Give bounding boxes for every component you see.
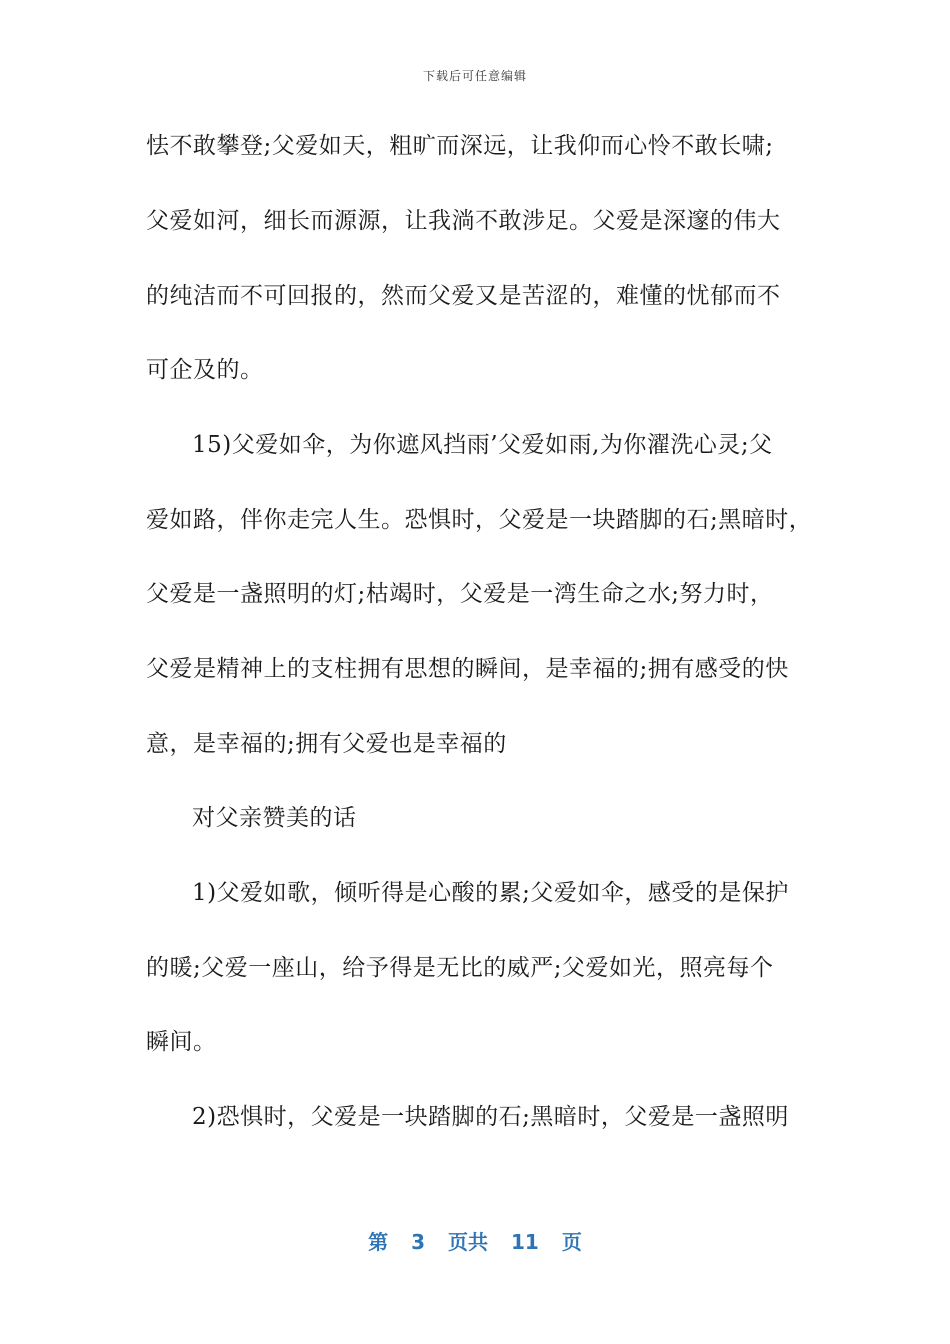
total-pages-number: 11: [511, 1230, 539, 1254]
body-line: 可企及的。: [146, 357, 264, 383]
body-line: 爱如路，伴你走完人生。恐惧时，父爱是一块踏脚的石;黑暗时，: [146, 507, 813, 533]
page-label-prefix: 第: [368, 1230, 389, 1254]
body-line: 意，是幸福的;拥有父爱也是幸福的: [146, 731, 507, 757]
body-line: 的纯洁而不可回报的，然而父爱又是苦涩的，难懂的忧郁而不: [146, 283, 781, 309]
paragraph-start-line: 1)父爱如歌，倾听得是心酸的累;父爱如伞，感受的是保护: [192, 880, 789, 906]
body-line: 父爱是精神上的支柱拥有思想的瞬间，是幸福的;拥有感受的快: [146, 656, 789, 682]
paragraph-start-line: 15)父爱如伞，为你遮风挡雨’父爱如雨,为你濯洗心灵;父: [192, 432, 773, 458]
body-line: 父爱如河，细长而源源，让我淌不敢涉足。父爱是深邃的伟大: [146, 208, 781, 234]
page-label-mid: 页共: [448, 1230, 489, 1254]
paragraph-start-line: 2)恐惧时，父爱是一块踏脚的石;黑暗时，父爱是一盏照明: [192, 1104, 789, 1130]
body-line: 瞬间。: [146, 1029, 217, 1055]
body-line: 怯不敢攀登;父爱如天，粗旷而深远，让我仰而心怜不敢长啸;: [146, 133, 774, 159]
body-line: 的暖;父爱一座山，给予得是无比的威严;父爱如光，照亮每个: [146, 955, 774, 981]
page-label-suffix: 页: [561, 1230, 582, 1254]
section-heading: 对父亲赞美的话: [192, 805, 357, 831]
current-page-number: 3: [411, 1230, 426, 1254]
body-line: 父爱是一盏照明的灯;枯竭时，父爱是一湾生命之水;努力时，: [146, 581, 774, 607]
page-header: 下载后可任意编辑: [422, 69, 527, 83]
page-footer: [0, 1226, 950, 1255]
